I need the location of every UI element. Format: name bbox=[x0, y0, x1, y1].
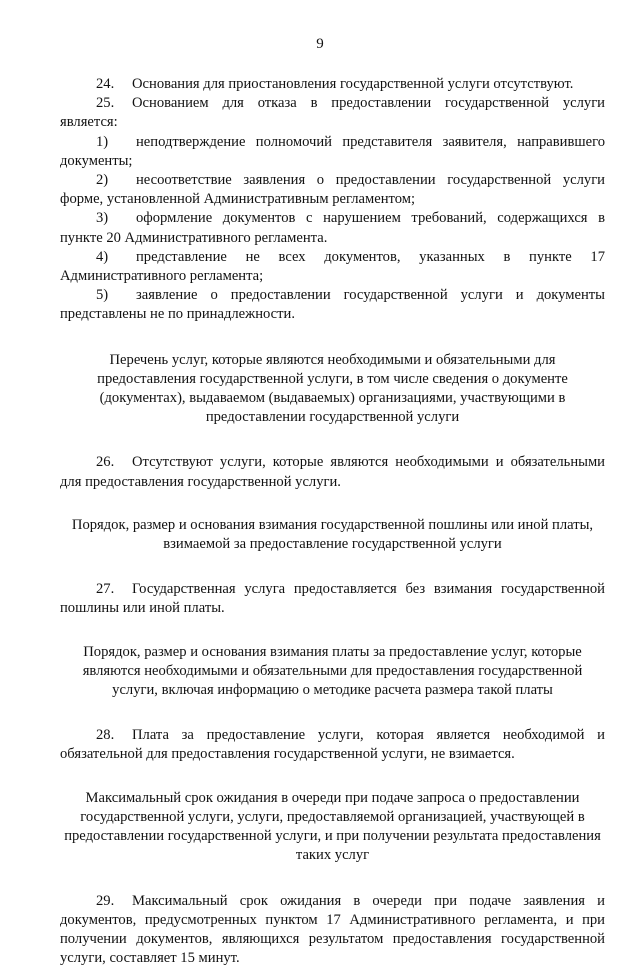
paragraph-text: Отсутствуют услуги, которые являются необходимыми и обязательными для предоставления государственной услуги. bbox=[60, 454, 605, 489]
list-item-number: 2) bbox=[96, 171, 136, 190]
list-item-text: несоответствие заявления о предоставлении государственной услуги форме, установленной Административным регламентом; bbox=[60, 172, 605, 207]
list-item-number: 4) bbox=[96, 248, 136, 267]
paragraph-24 bbox=[60, 75, 605, 94]
paragraph-number: 25. bbox=[96, 94, 132, 113]
list-item-number: 5) bbox=[96, 286, 136, 305]
paragraph-text: Плата за предоставление услуги, которая является необходимой и обязательной для предоставления государственной услуги, не взимается. bbox=[60, 727, 605, 762]
paragraph-number: 24. bbox=[96, 75, 132, 94]
paragraph-28 bbox=[60, 726, 605, 764]
paragraph-number: 29. bbox=[96, 892, 132, 911]
paragraph-number: 28. bbox=[96, 726, 132, 745]
list-item-5 bbox=[60, 286, 605, 324]
paragraph-text: Основания для приостановления государственной услуги отсутствуют. bbox=[132, 76, 573, 92]
paragraph-text: Максимальный срок ожидания в очереди при подаче заявления и документов, предусмотренных пунктом 17 Административного регламента, и при получении документов, являющихся результатом предоставления государственной услуги, составляет 15 минут. bbox=[60, 893, 605, 967]
paragraph-25 bbox=[60, 94, 605, 132]
section-heading-payment: Порядок, размер и основания взимания платы за предоставление услуг, которые являются необходимыми и обязательными для предоставления государственной услуги, включая информацию о методике расчета размера такой платы bbox=[60, 643, 605, 701]
paragraph-text: Основанием для отказа в предоставлении государственной услуги является: bbox=[60, 95, 605, 130]
list-item-text: заявление о предоставлении государственной услуги и документы представлены не по принадлежности. bbox=[60, 287, 605, 322]
section-heading-state-fee: Порядок, размер и основания взимания государственной пошлины или иной платы, взимаемой за предоставление государственной услуги bbox=[60, 516, 605, 554]
list-item-text: неподтверждение полномочий представителя заявителя, направившего документы; bbox=[60, 134, 605, 169]
paragraph-number: 27. bbox=[96, 580, 132, 599]
list-item-text: представление не всех документов, указанных в пункте 17 Административного регламента; bbox=[60, 249, 605, 284]
document-body bbox=[60, 75, 605, 968]
paragraph-29 bbox=[60, 892, 605, 968]
list-item-3 bbox=[60, 209, 605, 247]
paragraph-number: 26. bbox=[96, 453, 132, 472]
paragraph-text: Государственная услуга предоставляется без взимания государственной пошлины или иной платы. bbox=[60, 581, 605, 616]
list-item-number: 1) bbox=[96, 133, 136, 152]
list-item-1 bbox=[60, 133, 605, 171]
list-item-2 bbox=[60, 171, 605, 209]
section-heading-waiting-time: Максимальный срок ожидания в очереди при подаче запроса о предоставлении государственной услуги, услуги, предоставляемой организацией, участвующей в предоставлении государственной услуги, и при получении результата предоставления таких услуг bbox=[60, 789, 605, 866]
section-heading-services: Перечень услуг, которые являются необходимыми и обязательными для предоставления государственной услуги, в том числе сведения о документе (документах), выдаваемом (выдаваемых) организациями, участвующими в предоставлении государственной услуги bbox=[60, 351, 605, 428]
paragraph-27 bbox=[60, 580, 605, 618]
paragraph-26 bbox=[60, 453, 605, 491]
list-item-text: оформление документов с нарушением требований, содержащихся в пункте 20 Административного регламента. bbox=[60, 210, 605, 245]
page-number: 9 bbox=[0, 36, 640, 53]
list-item-4 bbox=[60, 248, 605, 286]
list-item-number: 3) bbox=[96, 209, 136, 228]
